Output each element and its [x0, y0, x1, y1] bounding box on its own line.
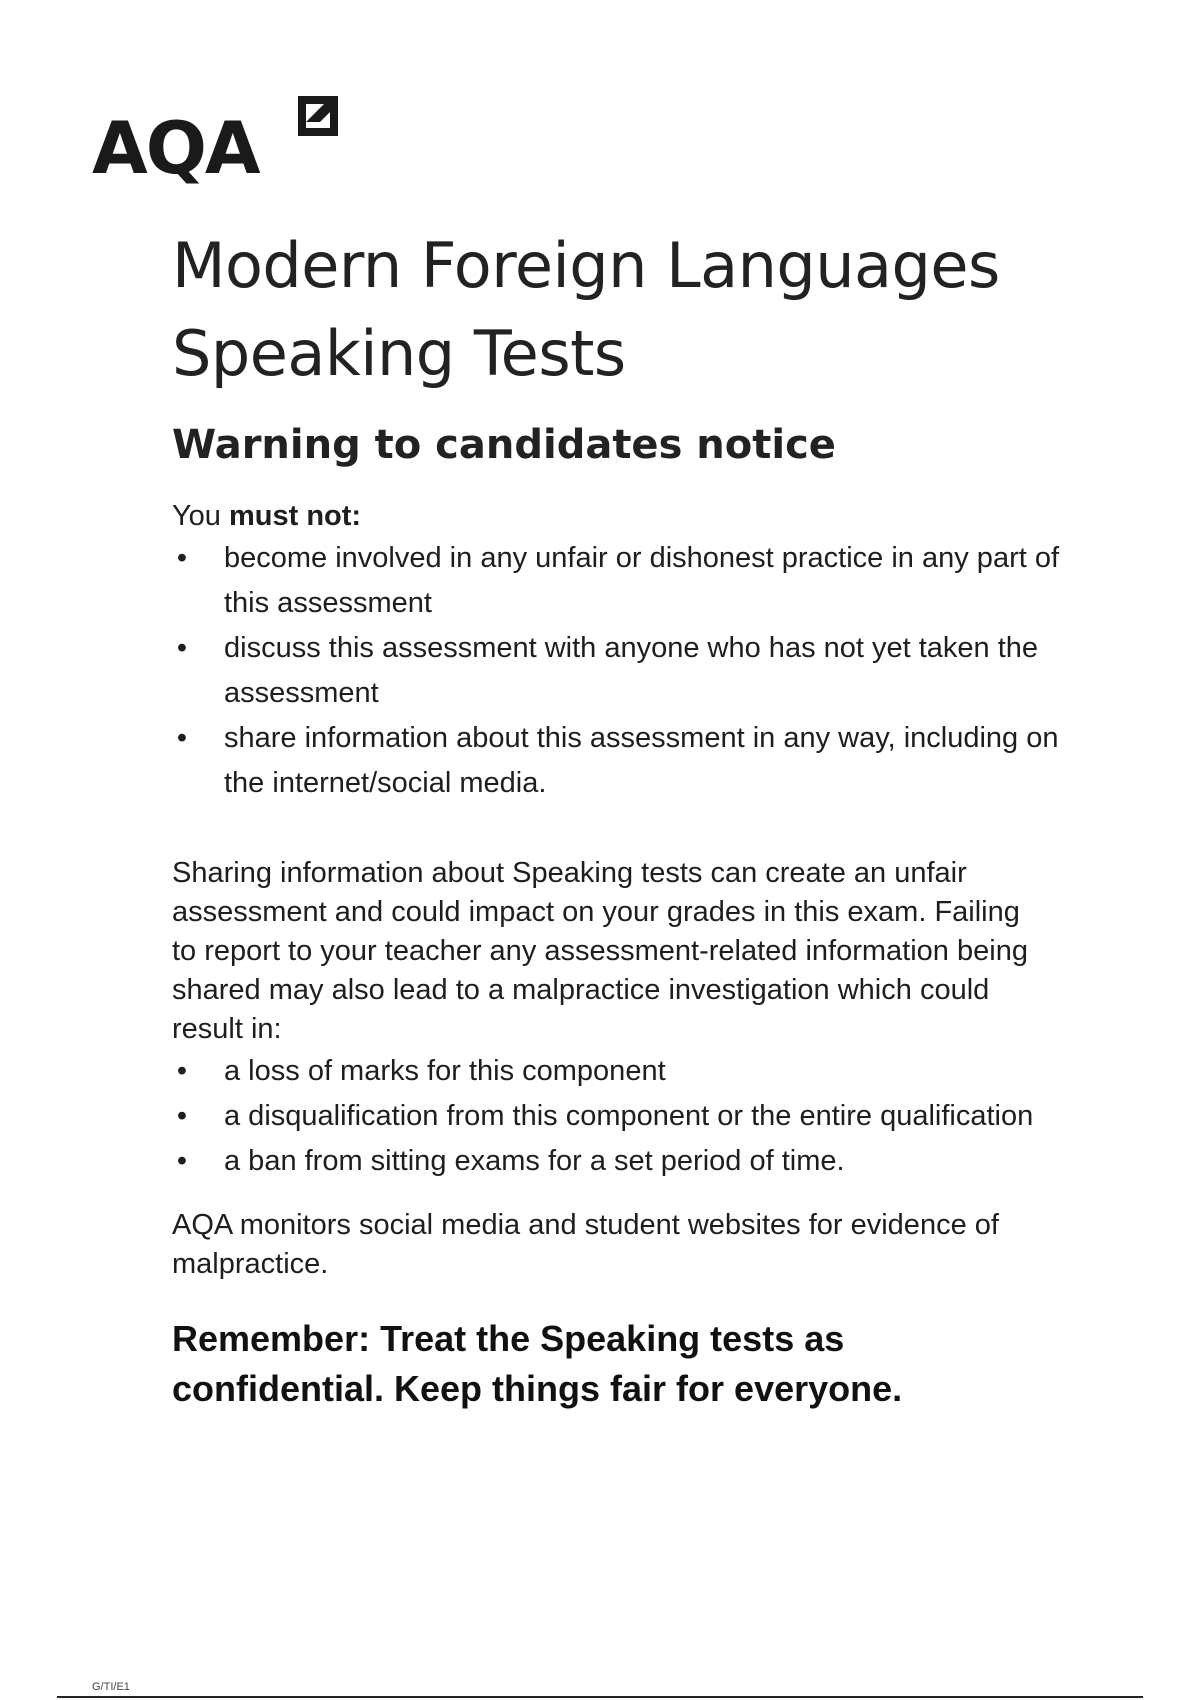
bottom-divider [57, 1696, 1143, 1698]
lead-bold: must not: [229, 500, 362, 532]
remember-statement [172, 1314, 1072, 1414]
list-item [172, 626, 1072, 716]
bullet-icon: • [176, 1145, 188, 1177]
list-item [172, 1139, 1072, 1184]
consequence-list [172, 1049, 1072, 1184]
aqa-logo [92, 92, 259, 190]
list-item-text: a disqualification from this component or the entire qualification [224, 1100, 1034, 1132]
bullet-icon: • [176, 632, 188, 664]
lead-prefix: You [172, 500, 229, 532]
sharing-paragraph: Sharing information about Speaking tests can create an unfair assessment and could impact on your grades in this exam. Failing to report to your teacher any assessment-related information being shared may also lead to a malpractice investigation which could result in: [172, 857, 1028, 1045]
list-item-text: discuss this assessment with anyone who has not yet taken the assessment [224, 632, 1039, 709]
notice-subtitle: Warning to candidates notice [172, 422, 836, 468]
bullet-icon: • [176, 1055, 188, 1087]
list-item [172, 1094, 1072, 1139]
bullet-icon: • [176, 542, 188, 574]
logo-text: AQA [92, 106, 259, 190]
notice-content [172, 222, 1072, 1414]
title-line-1: Modern Foreign Languages [172, 229, 1000, 302]
remember-line-2: confidential. Keep things fair for everyone. [172, 1368, 903, 1409]
aqa-tick-mark-icon [294, 92, 342, 140]
must-not-list [172, 536, 1072, 806]
title-line-2: Speaking Tests [172, 317, 626, 390]
bullet-icon: • [176, 1100, 188, 1132]
list-item-text: share information about this assessment in any way, including on the internet/social media. [224, 722, 1059, 799]
document-code: G/TI/E1 [92, 1681, 130, 1693]
list-item [172, 536, 1072, 626]
list-item [172, 1049, 1072, 1094]
remember-line-1: Remember: Treat the Speaking tests as [172, 1318, 845, 1359]
monitor-paragraph: AQA monitors social media and student websites for evidence of malpractice. [172, 1209, 999, 1280]
bullet-icon: • [176, 722, 188, 754]
list-item-text: a loss of marks for this component [224, 1055, 666, 1087]
list-item [172, 716, 1072, 806]
list-item-text: a ban from sitting exams for a set period of time. [224, 1145, 845, 1177]
must-not-lead [172, 496, 1072, 536]
page-title [172, 222, 1072, 398]
list-item-text: become involved in any unfair or dishonest practice in any part of this assessment [224, 542, 1060, 619]
